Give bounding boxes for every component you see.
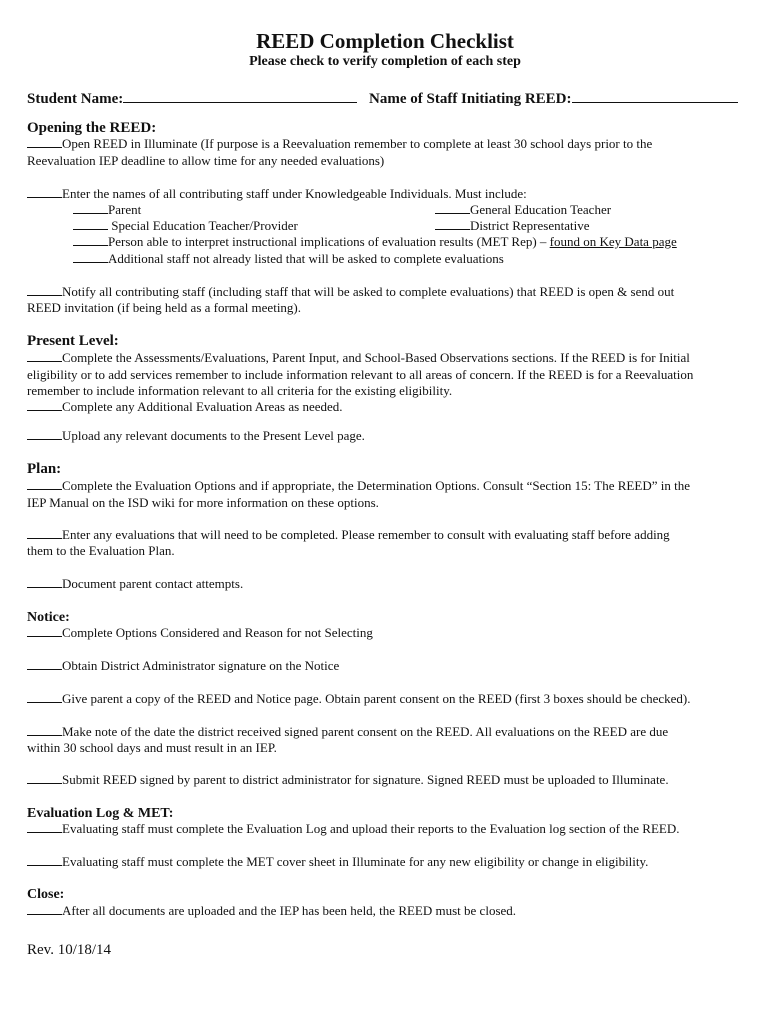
checklist-item-enter-evaluations: Enter any evaluations that will need to be completed. Please remember to consult with evaluating staff before adding [27, 527, 743, 544]
checklist-item-consent-date: Make note of the date the district received signed parent consent on the REED. All evaluations on the REED are due [27, 724, 743, 741]
subitem-met-rep: Person able to interpret instructional implications of evaluation results (MET Rep) – found on Key Data page [73, 234, 733, 251]
check-blank[interactable] [27, 136, 62, 148]
section-heading-eval-log: Evaluation Log & MET: [27, 806, 174, 821]
check-blank[interactable] [435, 202, 470, 214]
staff-name-group [369, 88, 738, 109]
checklist-item-upload-documents: Upload any relevant documents to the Present Level page. [27, 428, 743, 445]
section-heading-close: Close: [27, 887, 65, 902]
key-data-link[interactable]: found on Key Data page [549, 234, 677, 249]
subitem-gen-ed-teacher: General Education Teacher [435, 202, 735, 219]
checklist-item-open-reed-cont: Reevaluation IEP deadline to allow time for any needed evaluations) [27, 152, 385, 168]
subitem-special-ed: Special Education Teacher/Provider [73, 218, 413, 235]
check-blank[interactable] [27, 903, 62, 915]
page-subtitle: Please check to verify completion of each step [249, 54, 521, 69]
check-blank[interactable] [27, 399, 62, 411]
check-blank[interactable] [73, 202, 108, 214]
subitem-parent: Parent [73, 202, 413, 219]
section-heading-plan: Plan: [27, 461, 62, 477]
revision-date: Rev. 10/18/14 [27, 942, 112, 958]
check-blank[interactable] [27, 625, 62, 637]
checklist-item-enter-names: Enter the names of all contributing staff under Knowledgeable Individuals. Must include: [27, 186, 743, 203]
staff-name-field[interactable] [572, 88, 738, 103]
page-title: REED Completion Checklist [256, 29, 514, 53]
check-blank[interactable] [27, 478, 62, 490]
checklist-item-submit-reed: Submit REED signed by parent to district administrator for signature. Signed REED must be uploaded to Illuminate. [27, 772, 743, 789]
checklist-item-complete-assessments-cont2: remember to include information relevant to all criteria for the existing eligibility. [27, 383, 453, 398]
student-name-label: Student Name: [27, 91, 124, 107]
checklist-item-evaluation-options: Complete the Evaluation Options and if appropriate, the Determination Options. Consult “Section 15: The REED” in the [27, 478, 743, 495]
check-blank[interactable] [27, 186, 62, 198]
check-blank[interactable] [27, 772, 62, 784]
subitem-district-rep: District Representative [435, 218, 735, 235]
checklist-item-parent-contact: Document parent contact attempts. [27, 576, 743, 593]
checklist-item-consent-date-cont: within 30 school days and must result in an IEP. [27, 740, 277, 755]
section-heading-present-level: Present Level: [27, 333, 119, 349]
staff-name-label: Name of Staff Initiating REED: [369, 91, 572, 107]
check-blank[interactable] [73, 251, 108, 263]
name-row [27, 88, 743, 109]
check-blank[interactable] [27, 576, 62, 588]
check-blank[interactable] [27, 691, 62, 703]
check-blank[interactable] [27, 428, 62, 440]
checklist-item-notify: Notify all contributing staff (including staff that will be asked to complete evaluations) that REED is open & send out [27, 284, 743, 301]
check-blank[interactable] [27, 821, 62, 833]
check-blank[interactable] [435, 218, 470, 230]
checklist-item-enter-evaluations-cont: them to the Evaluation Plan. [27, 543, 175, 558]
checklist-item-options-considered: Complete Options Considered and Reason for not Selecting [27, 625, 743, 642]
check-blank[interactable] [27, 527, 62, 539]
section-heading-opening: Opening the REED: [27, 120, 157, 136]
checklist-item-close-reed: After all documents are uploaded and the IEP has been held, the REED must be closed. [27, 903, 743, 920]
check-blank[interactable] [27, 724, 62, 736]
checklist-item-additional-areas: Complete any Additional Evaluation Areas as needed. [27, 399, 743, 416]
check-blank[interactable] [27, 350, 62, 362]
check-blank[interactable] [27, 854, 62, 866]
section-heading-notice: Notice: [27, 610, 70, 625]
student-name-field[interactable] [123, 88, 357, 103]
checklist-item-open-reed: Open REED in Illuminate (If purpose is a Reevaluation remember to complete at least 30 school days prior to the [27, 136, 743, 153]
checklist-item-evaluation-options-cont: IEP Manual on the ISD wiki for more information on these options. [27, 494, 379, 510]
checklist-item-notify-cont: REED invitation (if being held as a formal meeting). [27, 300, 302, 315]
checklist-item-met-cover-sheet: Evaluating staff must complete the MET cover sheet in Illuminate for any new eligibility or change in eligibility. [27, 854, 743, 871]
checklist-item-complete-assessments: Complete the Assessments/Evaluations, Parent Input, and School-Based Observations sections. If the REED is for Initial [27, 350, 743, 367]
checklist-item-evaluation-log: Evaluating staff must complete the Evaluation Log and upload their reports to the Evaluation log section of the REED. [27, 821, 743, 838]
checklist-item-parent-copy: Give parent a copy of the REED and Notice page. Obtain parent consent on the REED (first 3 boxes should be checked). [27, 691, 743, 708]
check-blank[interactable] [27, 658, 62, 670]
checklist-item-complete-assessments-cont: eligibility or to add services remember to include information relevant to all areas of concern. If the REED is for a Reevaluation [27, 366, 694, 382]
subitem-additional-staff: Additional staff not already listed that will be asked to complete evaluations [73, 251, 733, 268]
check-blank[interactable] [73, 218, 108, 230]
checklist-item-admin-signature: Obtain District Administrator signature on the Notice [27, 658, 743, 675]
check-blank[interactable] [73, 234, 108, 246]
check-blank[interactable] [27, 284, 62, 296]
